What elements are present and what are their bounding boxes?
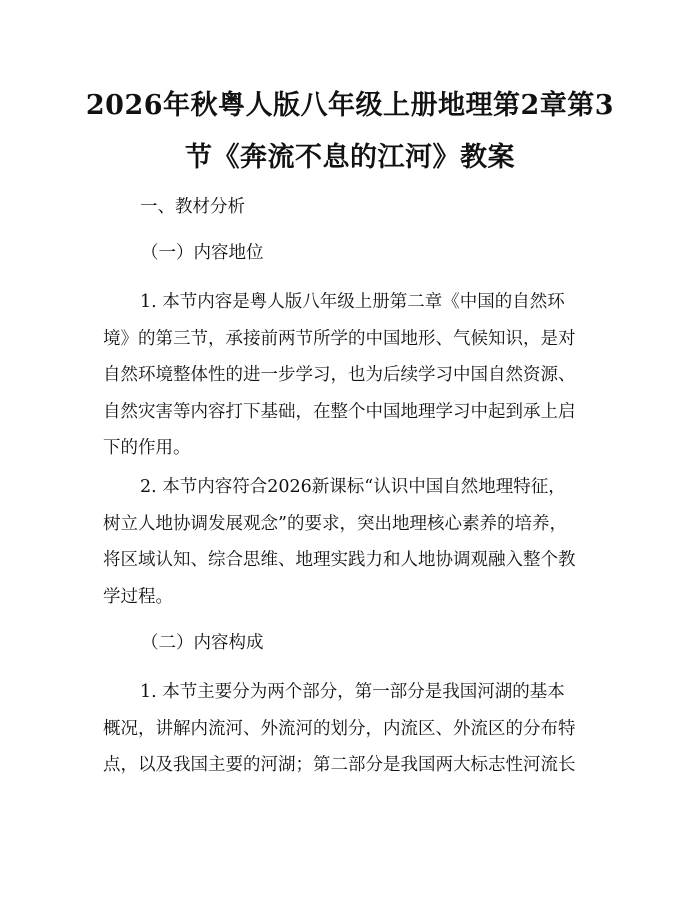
paragraph-2-line: 将区域认知、综合思维、地理实践力和人地协调观融入整个教 (103, 550, 576, 570)
subheading-content-position: （一）内容地位 (141, 243, 264, 263)
paragraph-2-line: 2. 本节内容符合2026新课标“认识中国自然地理特征， (140, 477, 566, 497)
paragraph-1 (103, 284, 603, 467)
document-title-line-1: 2026年秋粤人版八年级上册地理第2章第3 (85, 90, 615, 121)
paragraph-1-line: 境》的第三节，承接前两节所学的中国地形、气候知识，是对 (103, 328, 576, 349)
paragraph-2-line: 树立人地协调发展观念”的要求，突出地理核心素养的培养， (103, 513, 567, 534)
paragraph-2 (103, 469, 603, 615)
paragraph-3-line: 1. 本节主要分为两个部分，第一部分是我国河湖的基本 (140, 682, 565, 702)
paragraph-1-line: 1. 本节内容是粤人版八年级上册第二章《中国的自然环 (140, 292, 565, 312)
paragraph-2-line: 学过程。 (103, 586, 173, 607)
document-title-line-2: 节《奔流不息的江河》教案 (185, 142, 515, 173)
paragraph-1-line: 自然灾害等内容打下基础，在整个中国地理学习中起到承上启 (103, 401, 576, 422)
paragraph-3 (103, 674, 603, 784)
paragraph-1-line: 下的作用。 (103, 438, 191, 458)
paragraph-1-line: 自然环境整体性的进一步学习，也为后续学习中国自然资源、 (103, 365, 576, 385)
paragraph-3-line: 点，以及我国主要的河湖；第二部分是我国两大标志性河流长 (103, 755, 576, 775)
section-heading-textbook-analysis: 一、教材分析 (140, 197, 245, 217)
subheading-content-composition: （二）内容构成 (141, 633, 264, 653)
paragraph-3-line: 概况，讲解内流河、外流河的划分，内流区、外流区的分布特 (103, 718, 576, 739)
